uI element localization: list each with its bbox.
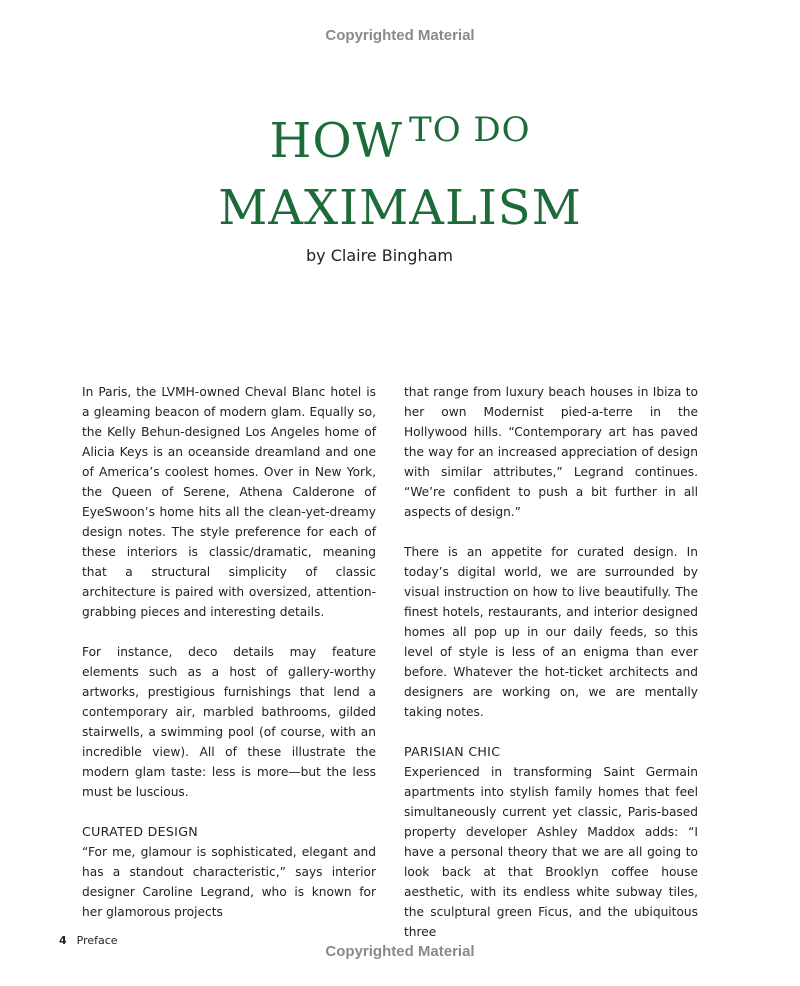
- paragraph: There is an appetite for curated design. In today’s digital world, we are surrounded by visual instruction on how to live beautifully. The finest hotels, restaurants, and interior designed homes all pop up in our daily feeds, so this level of style is less of an enigma than ever before. Whatever the hot-ticket architects and designers are working on, we are mentally taking notes.: [404, 545, 698, 719]
- paragraph: In Paris, the LVMH-owned Cheval Blanc hotel is a gleaming beacon of modern glam. Equally so, the Kelly Behun-designed Los Angeles home of Alicia Keys is an oceanside dreamland and one of America’s coolest homes. Over in New York, the Queen of Serene, Athena Calderone of EyeSwoon’s home hits all the clean-yet-dreamy design notes. The style preference for each of these interiors is classic/dramatic, meaning that a structural simplicity of classic architecture is paired with oversized, attention-grabbing pieces and interesting details.: [82, 385, 376, 619]
- title-word-how: HOW: [269, 113, 404, 169]
- watermark-bottom: Copyrighted Material: [325, 943, 475, 960]
- title-line-1: [0, 110, 800, 169]
- section-name: Preface: [76, 934, 118, 947]
- watermark-top: Copyrighted Material: [325, 27, 475, 44]
- paragraph: For instance, deco details may feature elements such as a host of gallery-worthy artworks, prestigious furnishings that lend a contemporary air, marbled bathrooms, gilded stairwells, a swimming pool (of course, with an incredible view). All of these illustrate the modern glam taste: less is more—but the less must be luscious.: [82, 645, 376, 799]
- body-column-right: [404, 382, 698, 962]
- paragraph: “For me, glamour is sophisticated, elegant and has a standout characteristic,” says interior designer Caroline Legrand, who is known for her glamorous projects: [82, 845, 376, 919]
- title-line-2: MAXIMALISM: [218, 180, 582, 236]
- paragraph: Experienced in transforming Saint Germain apartments into stylish family homes that feel simultaneously current yet classic, Paris-based property developer Ashley Maddox adds: “I have a personal theory that we are all going to look back at that Brooklyn coffee house aesthetic, with its endless white subway tiles, the sculptural green Ficus, and the ubiquitous three: [404, 765, 698, 939]
- byline: [0, 246, 766, 265]
- section-heading-parisian-chic: PARISIAN CHIC: [404, 744, 501, 759]
- section-heading-curated-design: CURATED DESIGN: [82, 824, 198, 839]
- title-word-to-do: TO DO: [409, 110, 531, 150]
- byline-text: by Claire Bingham: [306, 246, 453, 265]
- page-number: 4: [59, 934, 67, 947]
- paragraph: that range from luxury beach houses in Ibiza to her own Modernist pied-a-terre in the Hollywood hills. “Contemporary art has paved the way for an increased appreciation of design with similar attributes,” Legrand continues. “We’re confident to push a bit further in all aspects of design.”: [404, 385, 698, 519]
- body-column-left: [82, 382, 376, 942]
